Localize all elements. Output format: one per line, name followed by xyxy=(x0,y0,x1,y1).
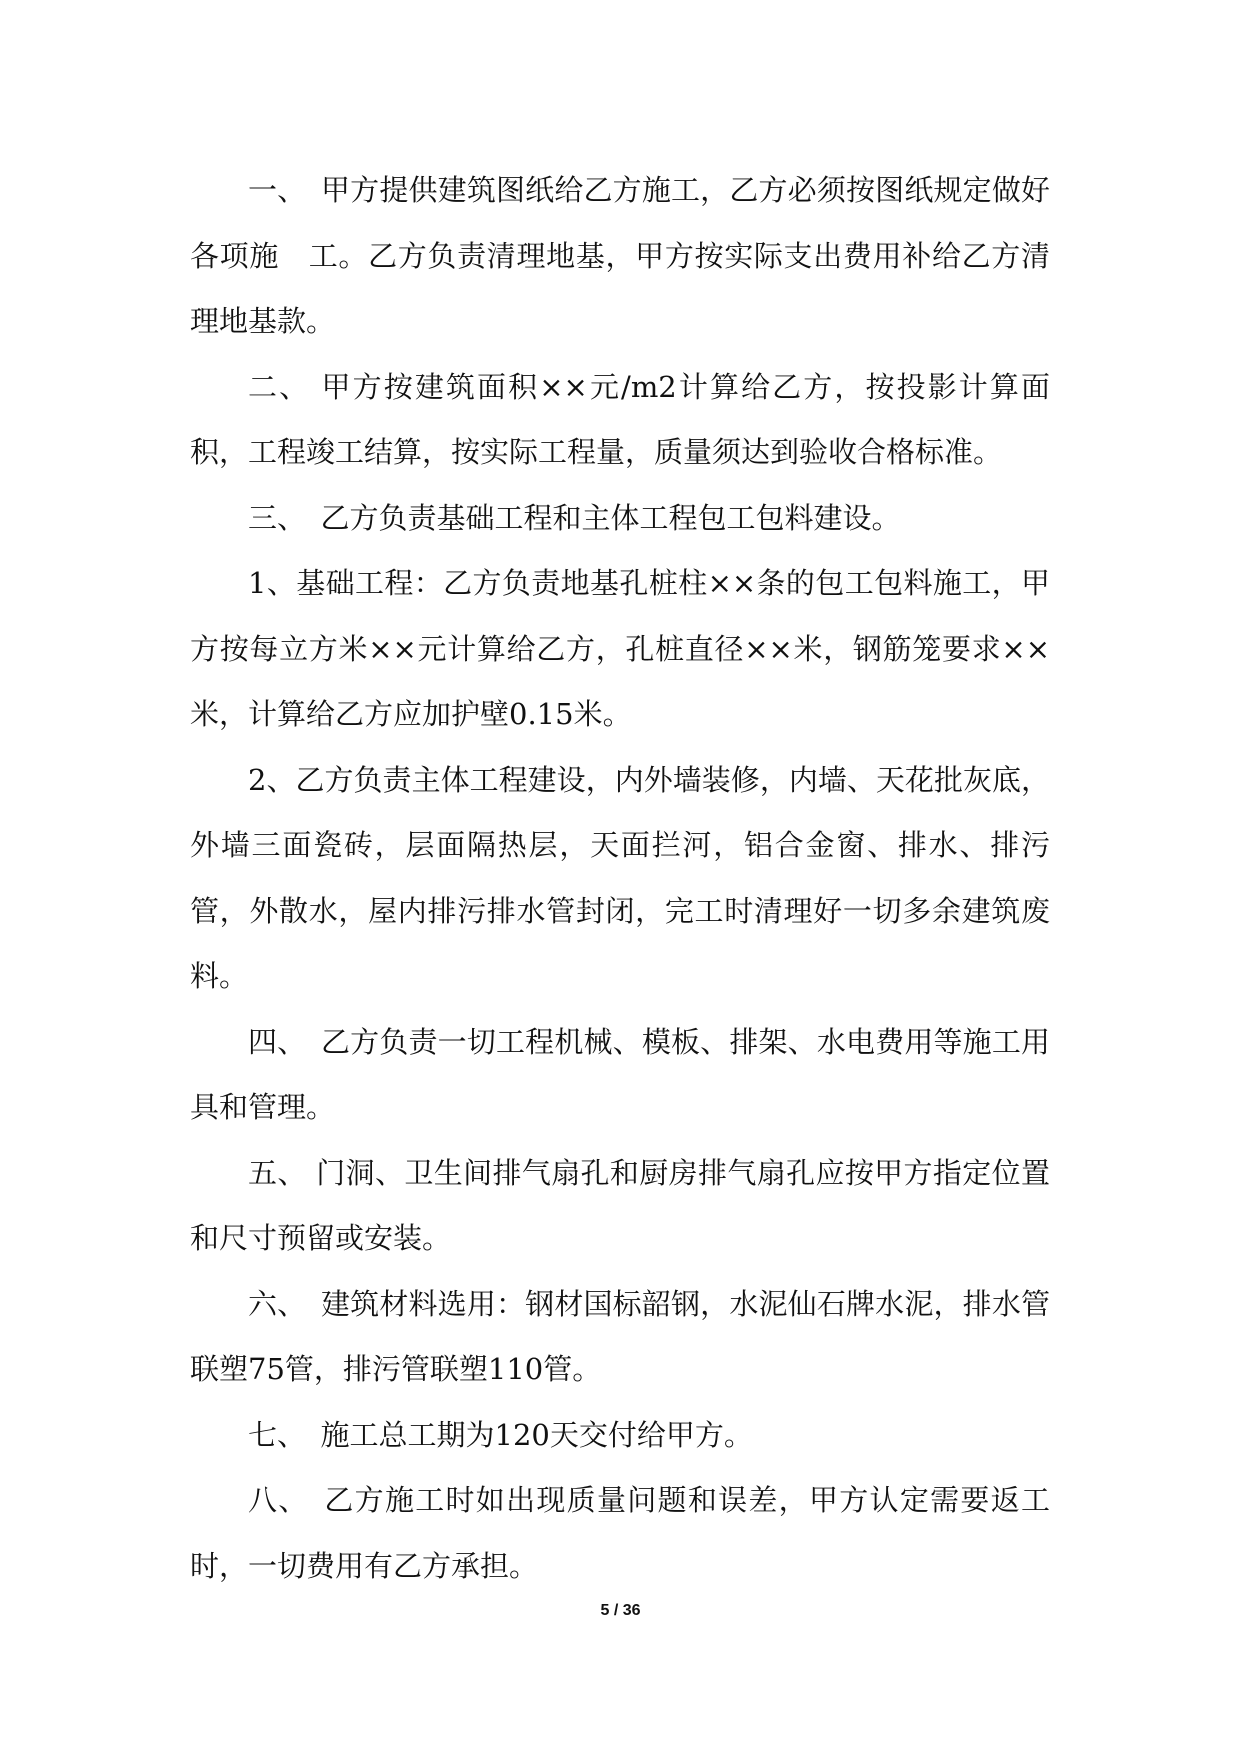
document-body xyxy=(190,158,1050,1599)
clause-4-paragraph: 四、 乙方负责一切工程机械、模板、排架、水电费用等施工用具和管理。 xyxy=(190,1024,1050,1124)
clause-6-paragraph: 六、 建筑材料选用：钢材国标韶钢，水泥仙石牌水泥，排水管联塑75管，排污管联塑110管。 xyxy=(190,1286,1050,1386)
clause-5-paragraph: 五、 门洞、卫生间排气扇孔和厨房排气扇孔应按甲方指定位置和尺寸预留或安装。 xyxy=(190,1155,1050,1255)
clause-3-item-2-paragraph: 2、乙方负责主体工程建设，内外墙装修，内墙、天花批灰底，外墙三面瓷砖，层面隔热层，天面拦河，铝合金窗、排水、排污管，外散水，屋内排污排水管封闭，完工时清理好一切多余建筑废料。 xyxy=(190,762,1050,993)
clause-3-paragraph: 三、 乙方负责基础工程和主体工程包工包料建设。 xyxy=(248,500,901,535)
clause-1-paragraph: 一、 甲方提供建筑图纸给乙方施工，乙方必须按图纸规定做好各项施 工。乙方负责清理地基，甲方按实际支出费用补给乙方清理地基款。 xyxy=(190,173,1050,338)
clause-2-paragraph: 二、 甲方按建筑面积××元/m2计算给乙方，按投影计算面积，工程竣工结算，按实际工程量，质量须达到验收合格标准。 xyxy=(190,369,1050,469)
page-number: 5 / 36 xyxy=(600,1602,641,1619)
clause-3-item-1-paragraph: 1、基础工程：乙方负责地基孔桩柱××条的包工包料施工，甲方按每立方米××元计算给乙方，孔桩直径××米，钢筋笼要求××米，计算给乙方应加护壁0.15米。 xyxy=(190,566,1050,731)
clause-8-paragraph: 八、 乙方施工时如出现质量问题和误差，甲方认定需要返工时，一切费用有乙方承担。 xyxy=(190,1483,1050,1583)
clause-7-paragraph: 七、 施工总工期为120天交付给甲方。 xyxy=(248,1417,753,1452)
